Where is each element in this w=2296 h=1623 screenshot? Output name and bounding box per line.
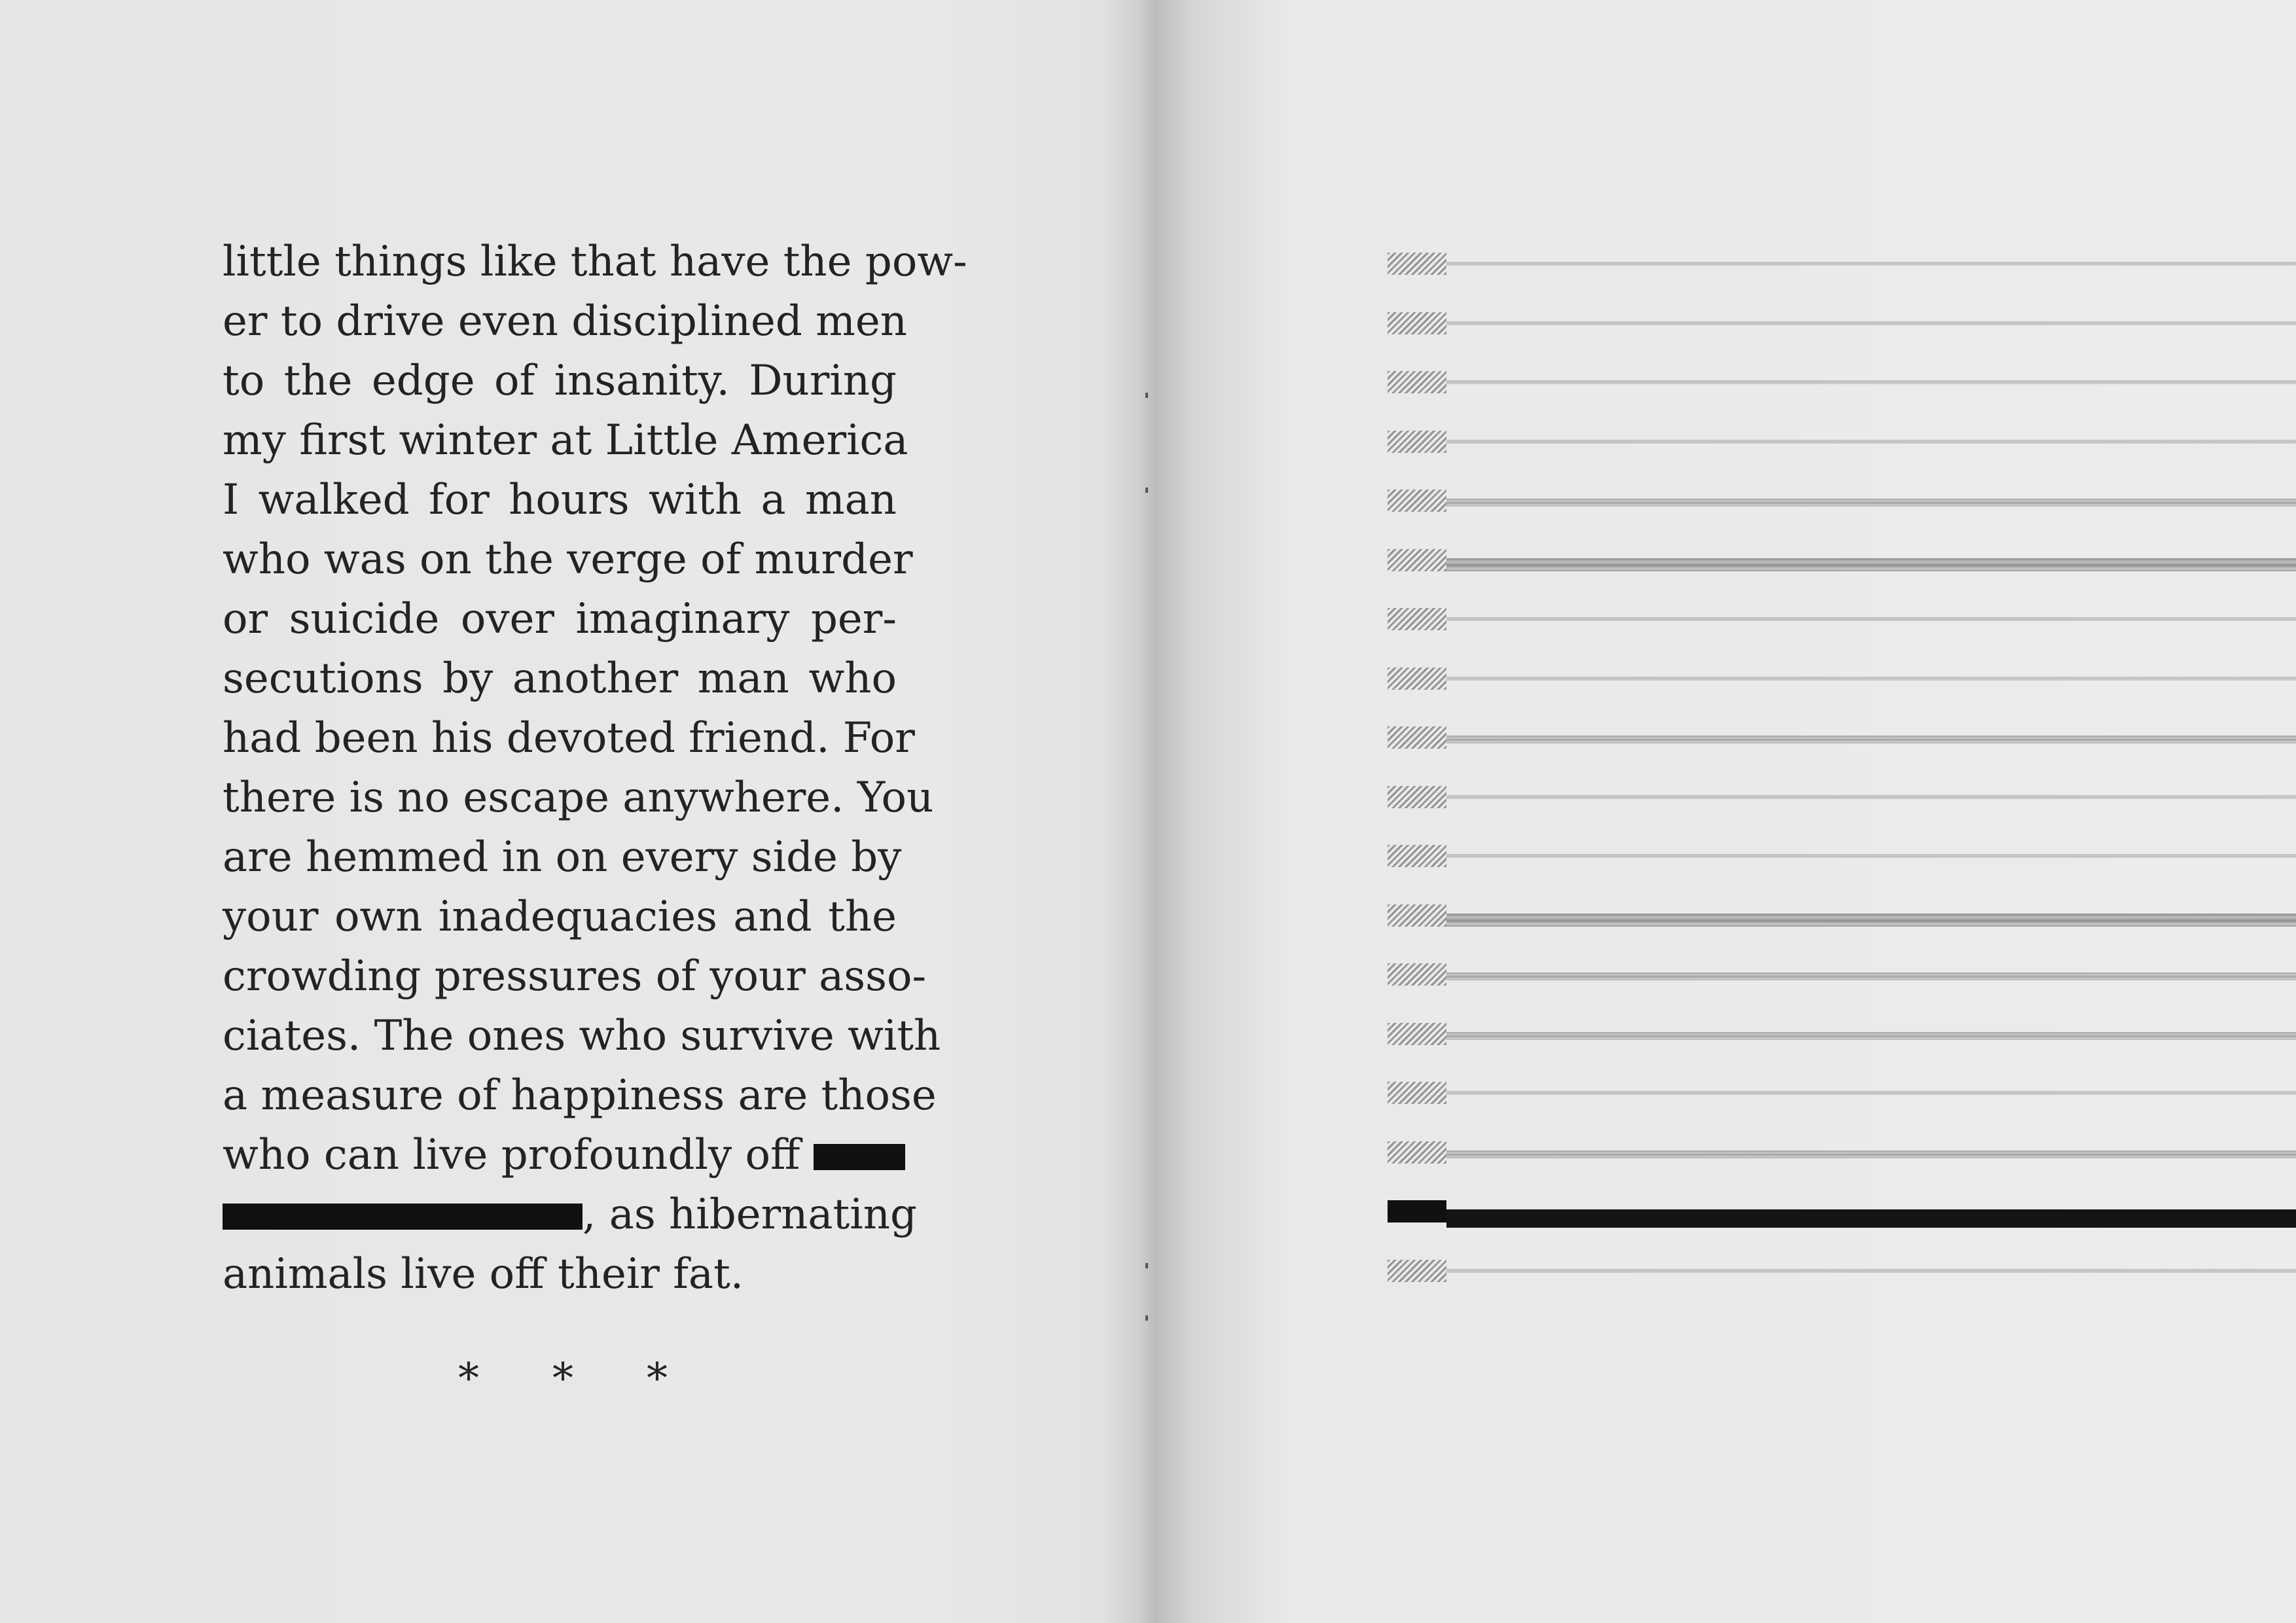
- text-line: ciates. The ones who survive with: [223, 1012, 941, 1060]
- asterisk: *: [458, 1355, 479, 1403]
- smudged-glyph: [1388, 845, 1446, 867]
- redaction-bar: [814, 1144, 905, 1170]
- smear-streak: [1446, 914, 2296, 927]
- smear-streak: [1446, 321, 2296, 325]
- smear-streak: [1446, 380, 2296, 384]
- smudged-glyph: [1388, 1023, 1446, 1045]
- binding-mark: [1145, 1315, 1148, 1321]
- text-line: er to drive even disciplined men: [223, 297, 907, 346]
- binding-mark: [1145, 393, 1148, 398]
- binding-mark: [1145, 1263, 1148, 1268]
- smudged-glyph: [1388, 253, 1446, 275]
- text-line: little things like that have the pow-: [223, 238, 967, 286]
- smudged-glyph: [1388, 1141, 1446, 1164]
- right-page: [1152, 0, 2296, 1623]
- binding-mark: [1145, 488, 1148, 493]
- text-line-with-redaction: [223, 1126, 897, 1185]
- asterisk: *: [647, 1355, 668, 1403]
- text-line: secutions by another man who: [223, 654, 897, 703]
- smudged-glyph: [1388, 904, 1446, 927]
- smear-streak: [1446, 972, 2296, 980]
- smear-streak: [1446, 1032, 2296, 1040]
- text-segment: , as hibernating: [583, 1190, 917, 1239]
- section-break: [458, 1355, 668, 1403]
- smear-streak: [1446, 440, 2296, 444]
- text-line: your own inadequacies and the: [223, 893, 897, 941]
- smear-streak: [1446, 262, 2296, 266]
- smear-streak: [1446, 1269, 2296, 1273]
- smudged-glyph: [1388, 668, 1446, 690]
- text-line: are hemmed in on every side by: [223, 833, 902, 882]
- smudged-glyph: [1388, 726, 1446, 749]
- smudged-glyph: [1388, 549, 1446, 571]
- smudged-glyph: [1388, 608, 1446, 630]
- text-line: animals live off their fat.: [223, 1250, 744, 1298]
- smear-streak: [1446, 558, 2296, 571]
- text-line: to the edge of insanity. During: [223, 357, 897, 405]
- smudged-glyph: [1388, 1200, 1446, 1222]
- smudged-glyph: [1388, 1082, 1446, 1104]
- smudged-glyph: [1388, 963, 1446, 986]
- body-text: [223, 232, 967, 1304]
- text-line: had been his devoted friend. For: [223, 714, 915, 762]
- smear-streak: [1446, 499, 2296, 507]
- smear-streak: [1446, 795, 2296, 799]
- text-line: I walked for hours with a man: [223, 476, 897, 524]
- smudged-glyph: [1388, 786, 1446, 808]
- smear-streak: [1446, 1091, 2296, 1095]
- smear-streak: [1446, 854, 2296, 858]
- smudged-glyph: [1388, 312, 1446, 334]
- text-line: crowding pressures of your asso-: [223, 952, 927, 1001]
- smear-streak: [1446, 677, 2296, 681]
- text-line: there is no escape anywhere. You: [223, 774, 934, 822]
- smudged-glyph: [1388, 490, 1446, 512]
- text-line-with-redaction: [223, 1185, 917, 1245]
- smear-streak: [1446, 736, 2296, 743]
- smear-streak: [1446, 1150, 2296, 1158]
- text-line: a measure of happiness are those: [223, 1071, 937, 1120]
- asterisk: *: [552, 1355, 573, 1403]
- text-line: or suicide over imaginary per-: [223, 595, 897, 643]
- smudged-glyph: [1388, 431, 1446, 453]
- text-line: my first winter at Little America: [223, 416, 908, 465]
- smudged-glyph: [1388, 1260, 1446, 1282]
- smudged-glyph: [1388, 371, 1446, 393]
- left-page: [0, 0, 1142, 1623]
- smear-streak: [1446, 1209, 2296, 1228]
- text-segment: who can live profoundly off: [223, 1131, 800, 1179]
- text-line: who was on the verge of murder: [223, 535, 913, 584]
- redaction-bar: [223, 1204, 583, 1230]
- smear-streak: [1446, 617, 2296, 621]
